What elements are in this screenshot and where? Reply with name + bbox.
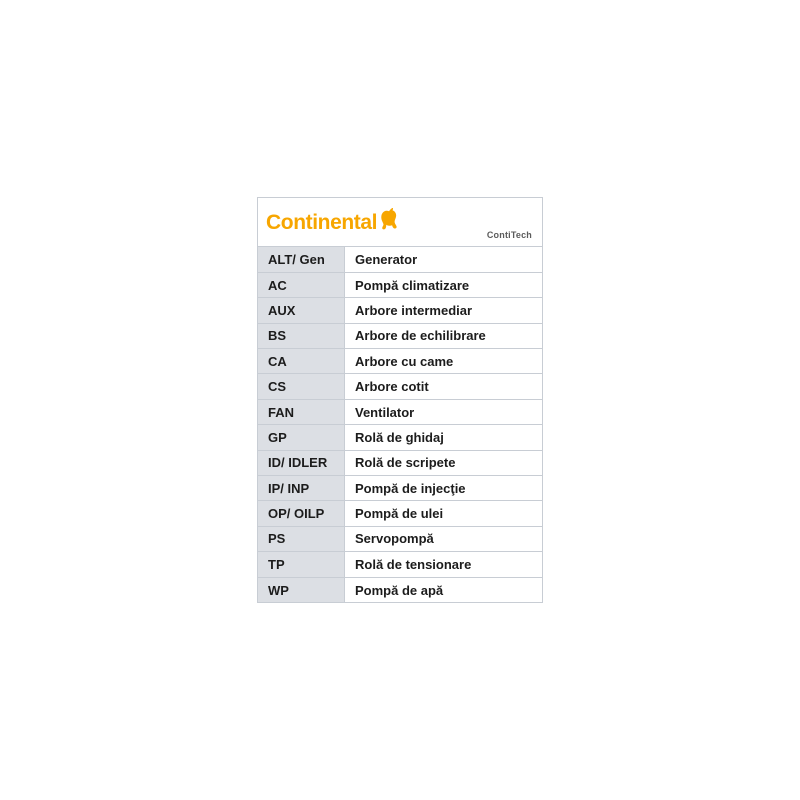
legend-abbr: OP/ OILP	[258, 501, 345, 526]
legend-desc: Pompă climatizare	[345, 272, 543, 297]
legend-desc: Pompă de ulei	[345, 501, 543, 526]
table-row	[258, 577, 542, 602]
table-row	[258, 349, 542, 374]
table-row	[258, 272, 542, 297]
legend-abbr: TP	[258, 552, 345, 577]
legend-abbr: PS	[258, 526, 345, 551]
legend-abbr: WP	[258, 577, 345, 602]
sub-brand-label: ContiTech	[486, 230, 532, 240]
legend-desc: Generator	[345, 247, 543, 272]
table-row	[258, 247, 542, 272]
legend-card	[257, 197, 543, 603]
legend-abbr: AUX	[258, 298, 345, 323]
table-row	[258, 425, 542, 450]
table-row	[258, 399, 542, 424]
brand-wordmark: Continental	[266, 210, 378, 234]
legend-desc: Arbore cu came	[345, 349, 543, 374]
table-row	[258, 476, 542, 501]
legend-desc: Rolă de ghidaj	[345, 425, 543, 450]
legend-table-body	[258, 247, 542, 602]
legend-desc: Arbore intermediar	[345, 298, 543, 323]
legend-desc: Pompă de apă	[345, 577, 543, 602]
legend-desc: Rolă de scripete	[345, 450, 543, 475]
table-row	[258, 501, 542, 526]
table-row	[258, 323, 542, 348]
legend-desc: Rolă de tensionare	[345, 552, 543, 577]
legend-abbr: IP/ INP	[258, 476, 345, 501]
legend-desc: Pompă de injecţie	[345, 476, 543, 501]
legend-desc: Servopompă	[345, 526, 543, 551]
table-row	[258, 450, 542, 475]
legend-abbr: BS	[258, 323, 345, 348]
legend-abbr: CS	[258, 374, 345, 399]
brand-header	[258, 198, 542, 247]
legend-desc: Arbore cotit	[345, 374, 543, 399]
horse-logo-icon	[379, 208, 399, 230]
legend-abbr: GP	[258, 425, 345, 450]
legend-abbr: AC	[258, 272, 345, 297]
table-row	[258, 552, 542, 577]
table-row	[258, 526, 542, 551]
legend-abbr: CA	[258, 349, 345, 374]
legend-desc: Arbore de echilibrare	[345, 323, 543, 348]
table-row	[258, 374, 542, 399]
table-row	[258, 298, 542, 323]
legend-abbr: ID/ IDLER	[258, 450, 345, 475]
legend-table	[258, 247, 542, 602]
legend-abbr: FAN	[258, 399, 345, 424]
legend-abbr: ALT/ Gen	[258, 247, 345, 272]
legend-desc: Ventilator	[345, 399, 543, 424]
